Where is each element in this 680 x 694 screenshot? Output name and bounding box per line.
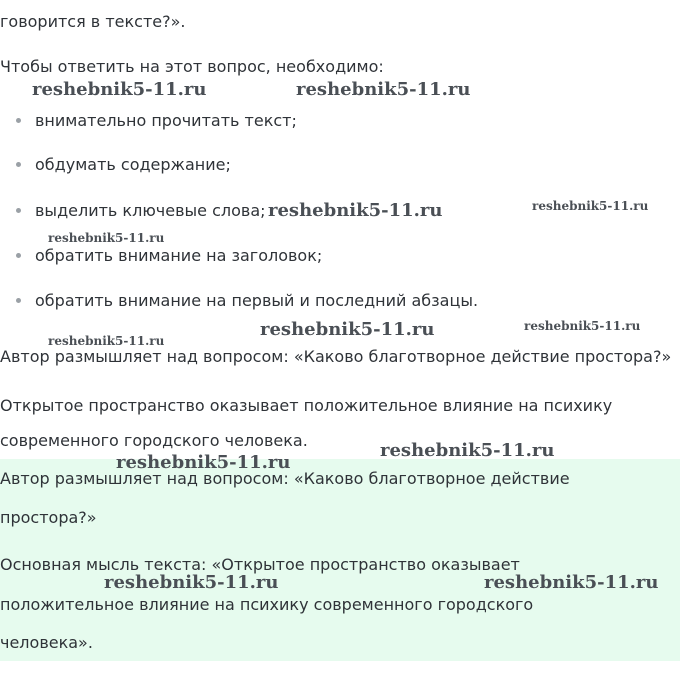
list-item-text: обдумать содержание; (35, 155, 231, 174)
list-item (16, 291, 478, 311)
main-idea-line-1: Открытое пространство оказывает положительное влияние на психику (0, 396, 613, 415)
answer-line-5: человека». (0, 633, 93, 652)
answer-line-4: положительное влияние на психику современного городского (0, 595, 534, 614)
answer-line-2: простора?» (0, 508, 97, 527)
list-item (16, 155, 231, 175)
bullet-icon (16, 298, 21, 303)
watermark: reshebnik5-11.ru (532, 199, 649, 213)
watermark: reshebnik5-11.ru (104, 572, 279, 593)
watermark: reshebnik5-11.ru (48, 231, 165, 245)
bullet-icon (16, 208, 21, 213)
list-item-text: внимательно прочитать текст; (35, 111, 297, 130)
list-item (16, 111, 297, 131)
list-item (16, 246, 322, 266)
watermark: reshebnik5-11.ru (32, 79, 207, 100)
watermark: reshebnik5-11.ru (260, 319, 435, 340)
watermark: reshebnik5-11.ru (268, 200, 443, 221)
watermark: reshebnik5-11.ru (48, 334, 165, 348)
answer-line-1: Автор размышляет над вопросом: «Каково благотворное действие (0, 469, 570, 488)
list-item-text: обратить внимание на первый и последний абзацы. (35, 291, 479, 310)
bullet-icon (16, 162, 21, 167)
main-idea-line-2: современного городского человека. (0, 431, 308, 450)
watermark: reshebnik5-11.ru (380, 440, 555, 461)
list-item-text: выделить ключевые слова; (35, 201, 266, 220)
list-item (16, 201, 266, 221)
bullet-icon (16, 118, 21, 123)
question-text: Автор размышляет над вопросом: «Каково благотворное действие простора?» (0, 347, 672, 366)
answer-line-3: Основная мысль текста: «Открытое пространство оказывает (0, 555, 520, 574)
bullet-icon (16, 253, 21, 258)
list-item-text: обратить внимание на заголовок; (35, 246, 323, 265)
watermark: reshebnik5-11.ru (116, 452, 291, 473)
watermark: reshebnik5-11.ru (484, 572, 659, 593)
top-fragment-text: говорится в тексте?». (0, 12, 186, 31)
watermark: reshebnik5-11.ru (524, 319, 641, 333)
intro-text: Чтобы ответить на этот вопрос, необходимо: (0, 57, 384, 76)
watermark: reshebnik5-11.ru (296, 79, 471, 100)
